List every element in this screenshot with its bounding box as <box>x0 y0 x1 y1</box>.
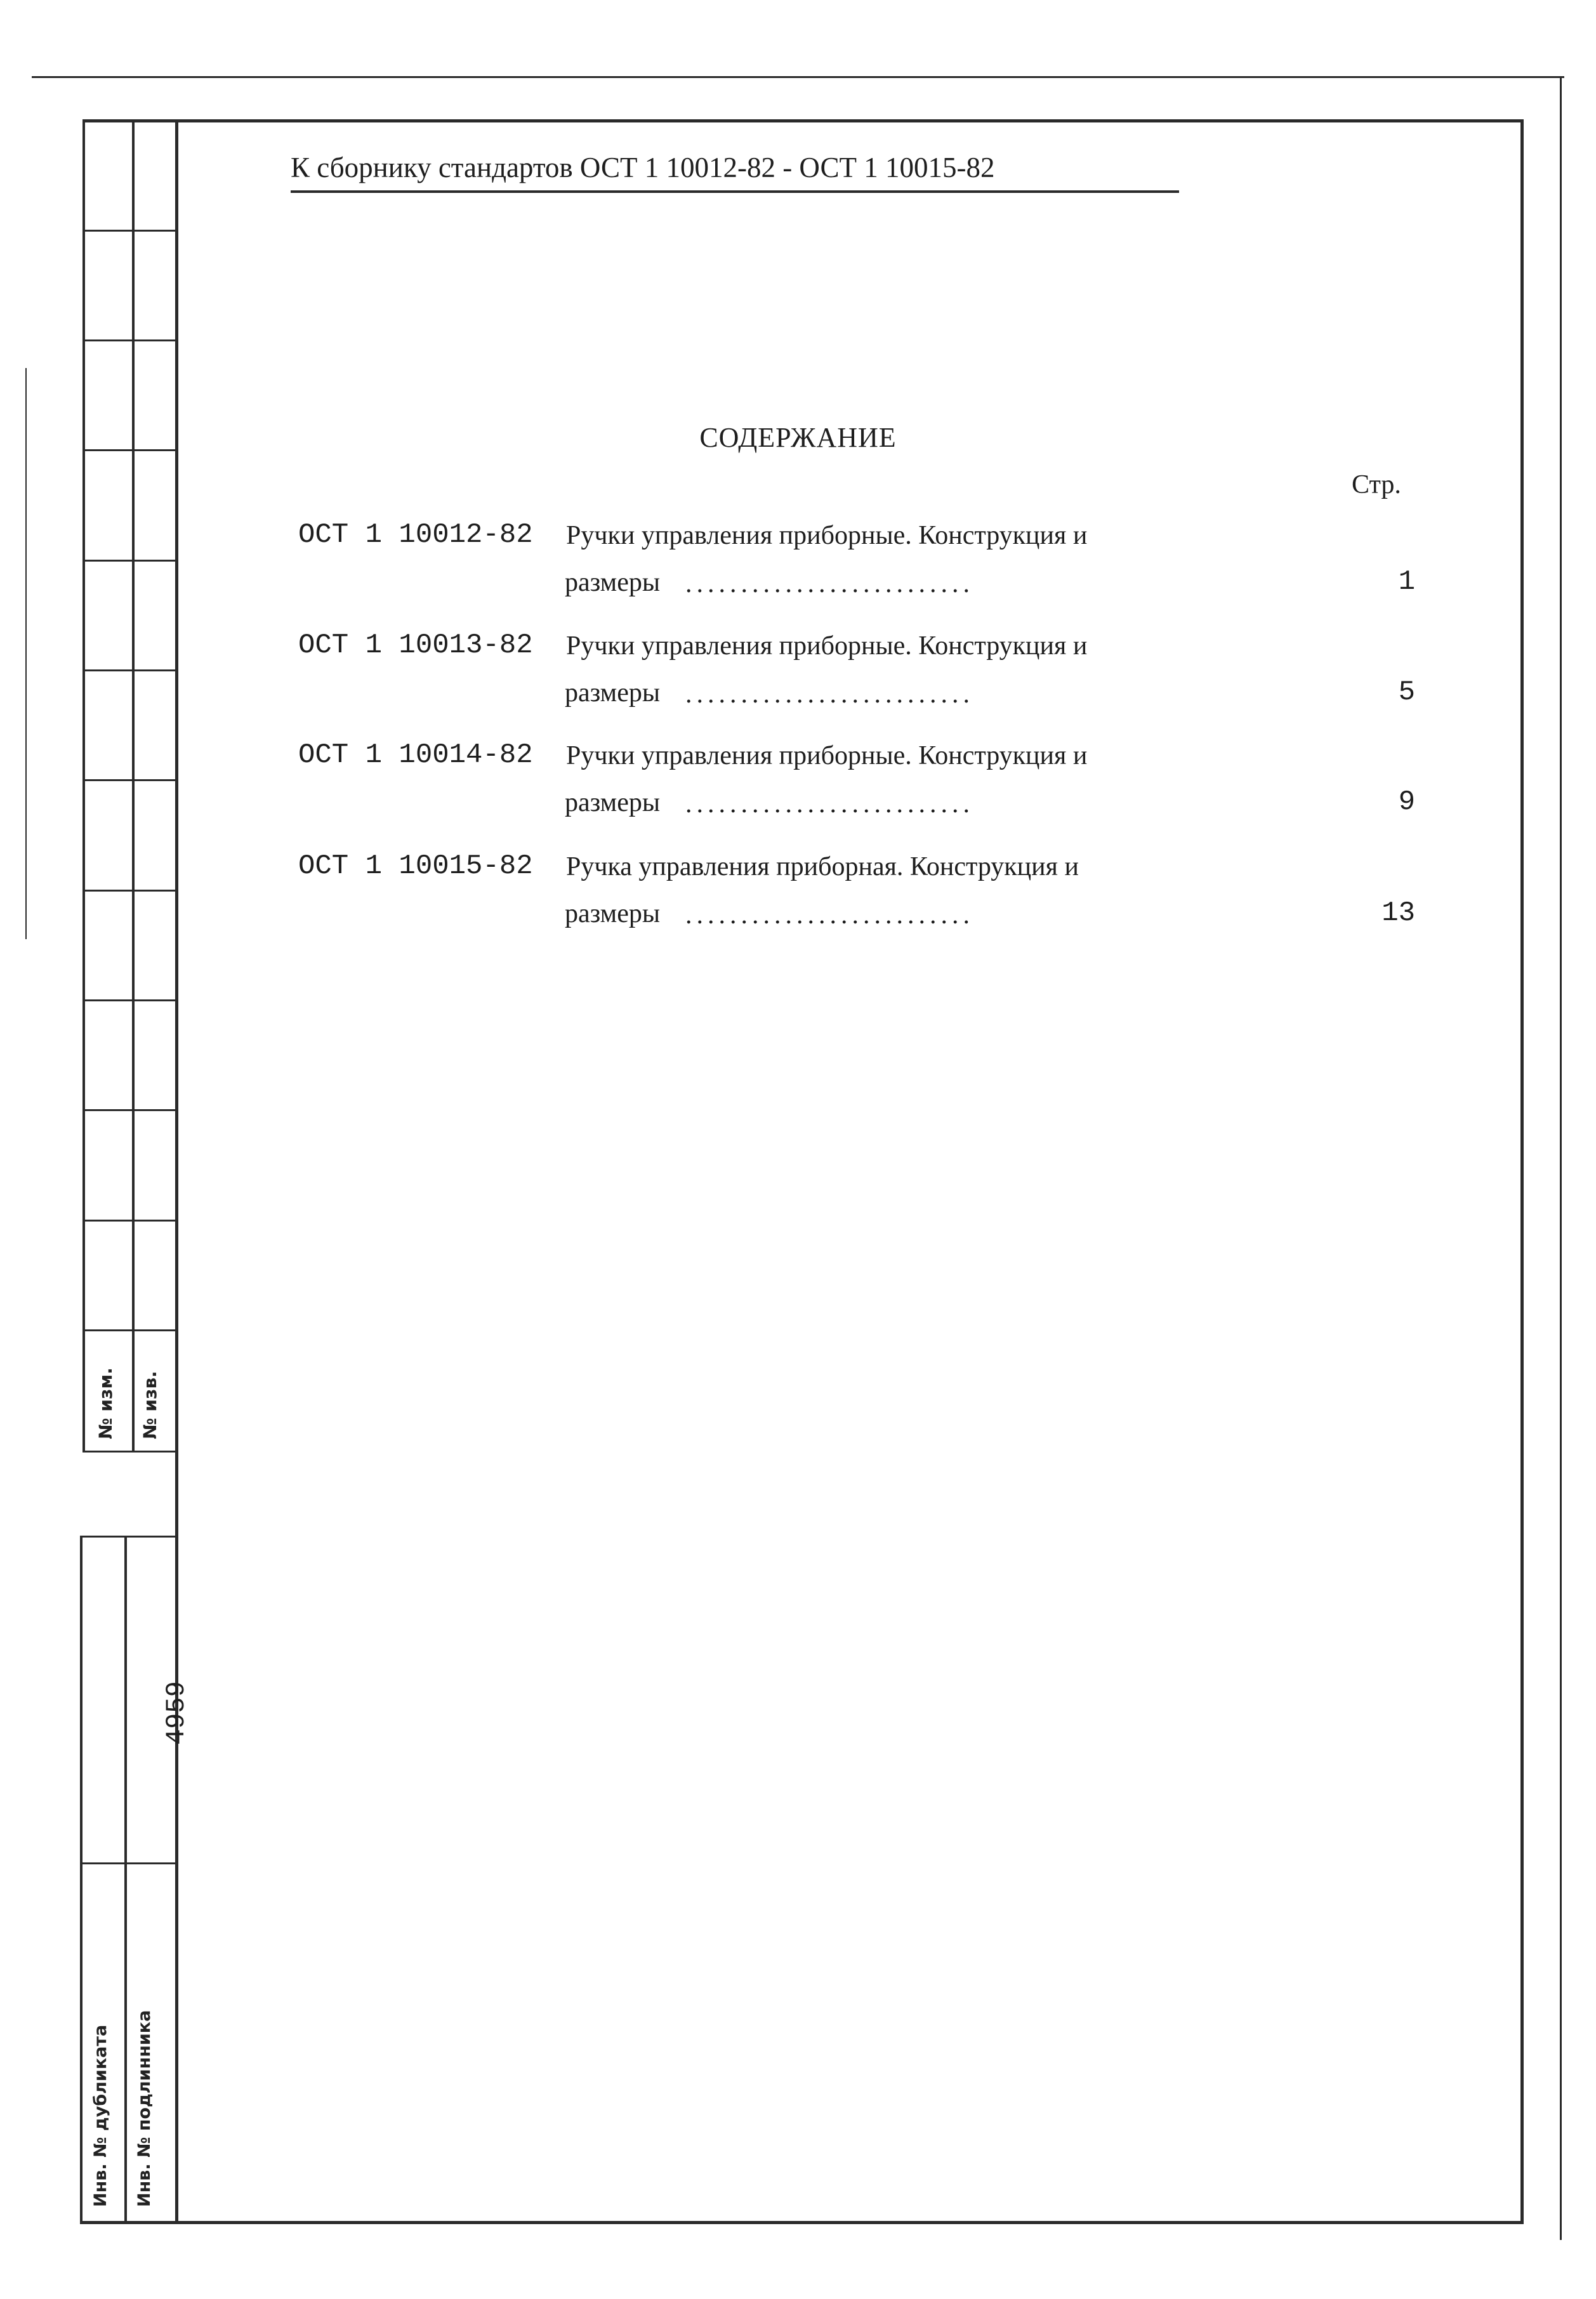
frame-bottom <box>82 2221 1523 2224</box>
stamp-row <box>82 1329 178 1331</box>
original-inventory-label: Инв. № подлинника <box>135 2010 154 2207</box>
left-scan-edge <box>25 368 27 939</box>
frame-top <box>82 119 1523 122</box>
toc-title-continuation: размеры <box>565 678 661 708</box>
toc-item <box>298 739 1415 853</box>
toc-standard-title: Ручка управления приборная. Конструкция и <box>566 852 1079 881</box>
toc-page-number: 5 <box>1398 676 1415 708</box>
change-number-label: № изм. <box>95 1367 116 1439</box>
outer-right-edge <box>1560 76 1562 2240</box>
stamp-row <box>82 1109 178 1111</box>
toc-page-number: 9 <box>1398 786 1415 818</box>
stamp-row <box>82 339 178 341</box>
header-reference <box>291 151 994 184</box>
toc-standard-code: ОСТ 1 10013-82 <box>298 629 533 661</box>
toc-standard-title: Ручки управления приборные. Конструкция и <box>566 741 1088 770</box>
toc-standard-code: ОСТ 1 10012-82 <box>298 519 533 551</box>
page-title: СОДЕРЖАНИЕ <box>699 422 897 453</box>
stamp-row <box>82 999 178 1001</box>
inventory-number: 4959 <box>161 1681 192 1745</box>
toc-dot-leader: .......................... <box>685 569 974 598</box>
toc-page-number: 13 <box>1382 897 1415 929</box>
stamp-upper-bottom <box>82 1451 178 1453</box>
toc-dot-leader: .......................... <box>685 680 974 709</box>
header-underline <box>291 190 1179 193</box>
notice-number-label: № изв. <box>140 1371 161 1439</box>
stamp-lower-mid <box>80 1862 175 1864</box>
toc-item <box>298 629 1415 744</box>
toc-dot-leader: .......................... <box>685 900 974 930</box>
duplicate-inventory-label: Инв. № дубликата <box>91 2024 110 2207</box>
toc-standard-code: ОСТ 1 10015-82 <box>298 850 533 882</box>
toc-page-number: 1 <box>1398 566 1415 598</box>
stamp-lower-line-2 <box>124 1536 127 2224</box>
stamp-row <box>82 669 178 671</box>
stamp-row <box>82 779 178 781</box>
toc-standard-code: ОСТ 1 10014-82 <box>298 739 533 771</box>
toc-title-continuation: размеры <box>565 788 661 817</box>
stamp-row <box>82 890 178 892</box>
toc-standard-title: Ручки управления приборные. Конструкция и <box>566 521 1088 550</box>
page-column-label: Стр. <box>1352 470 1401 499</box>
toc-title-continuation: размеры <box>565 568 661 597</box>
stamp-col-line-2 <box>132 119 135 1452</box>
stamp-row <box>82 1220 178 1222</box>
stamp-row <box>82 230 178 232</box>
toc-standard-title: Ручки управления приборные. Конструкция и <box>566 631 1088 661</box>
toc-item <box>298 850 1415 965</box>
toc-title-continuation: размеры <box>565 899 661 928</box>
stamp-row <box>82 560 178 562</box>
top-border-line <box>32 76 1564 78</box>
stamp-col-line-1 <box>82 119 85 1452</box>
stamp-lower-line-1 <box>80 1536 82 2224</box>
header-text: К сборнику стандартов ОСТ 1 10012-82 - ОСТ 1 10015-82 <box>291 152 995 183</box>
toc-dot-leader: .......................... <box>685 789 974 819</box>
toc-item <box>298 519 1415 633</box>
stamp-lower-top <box>80 1536 175 1538</box>
